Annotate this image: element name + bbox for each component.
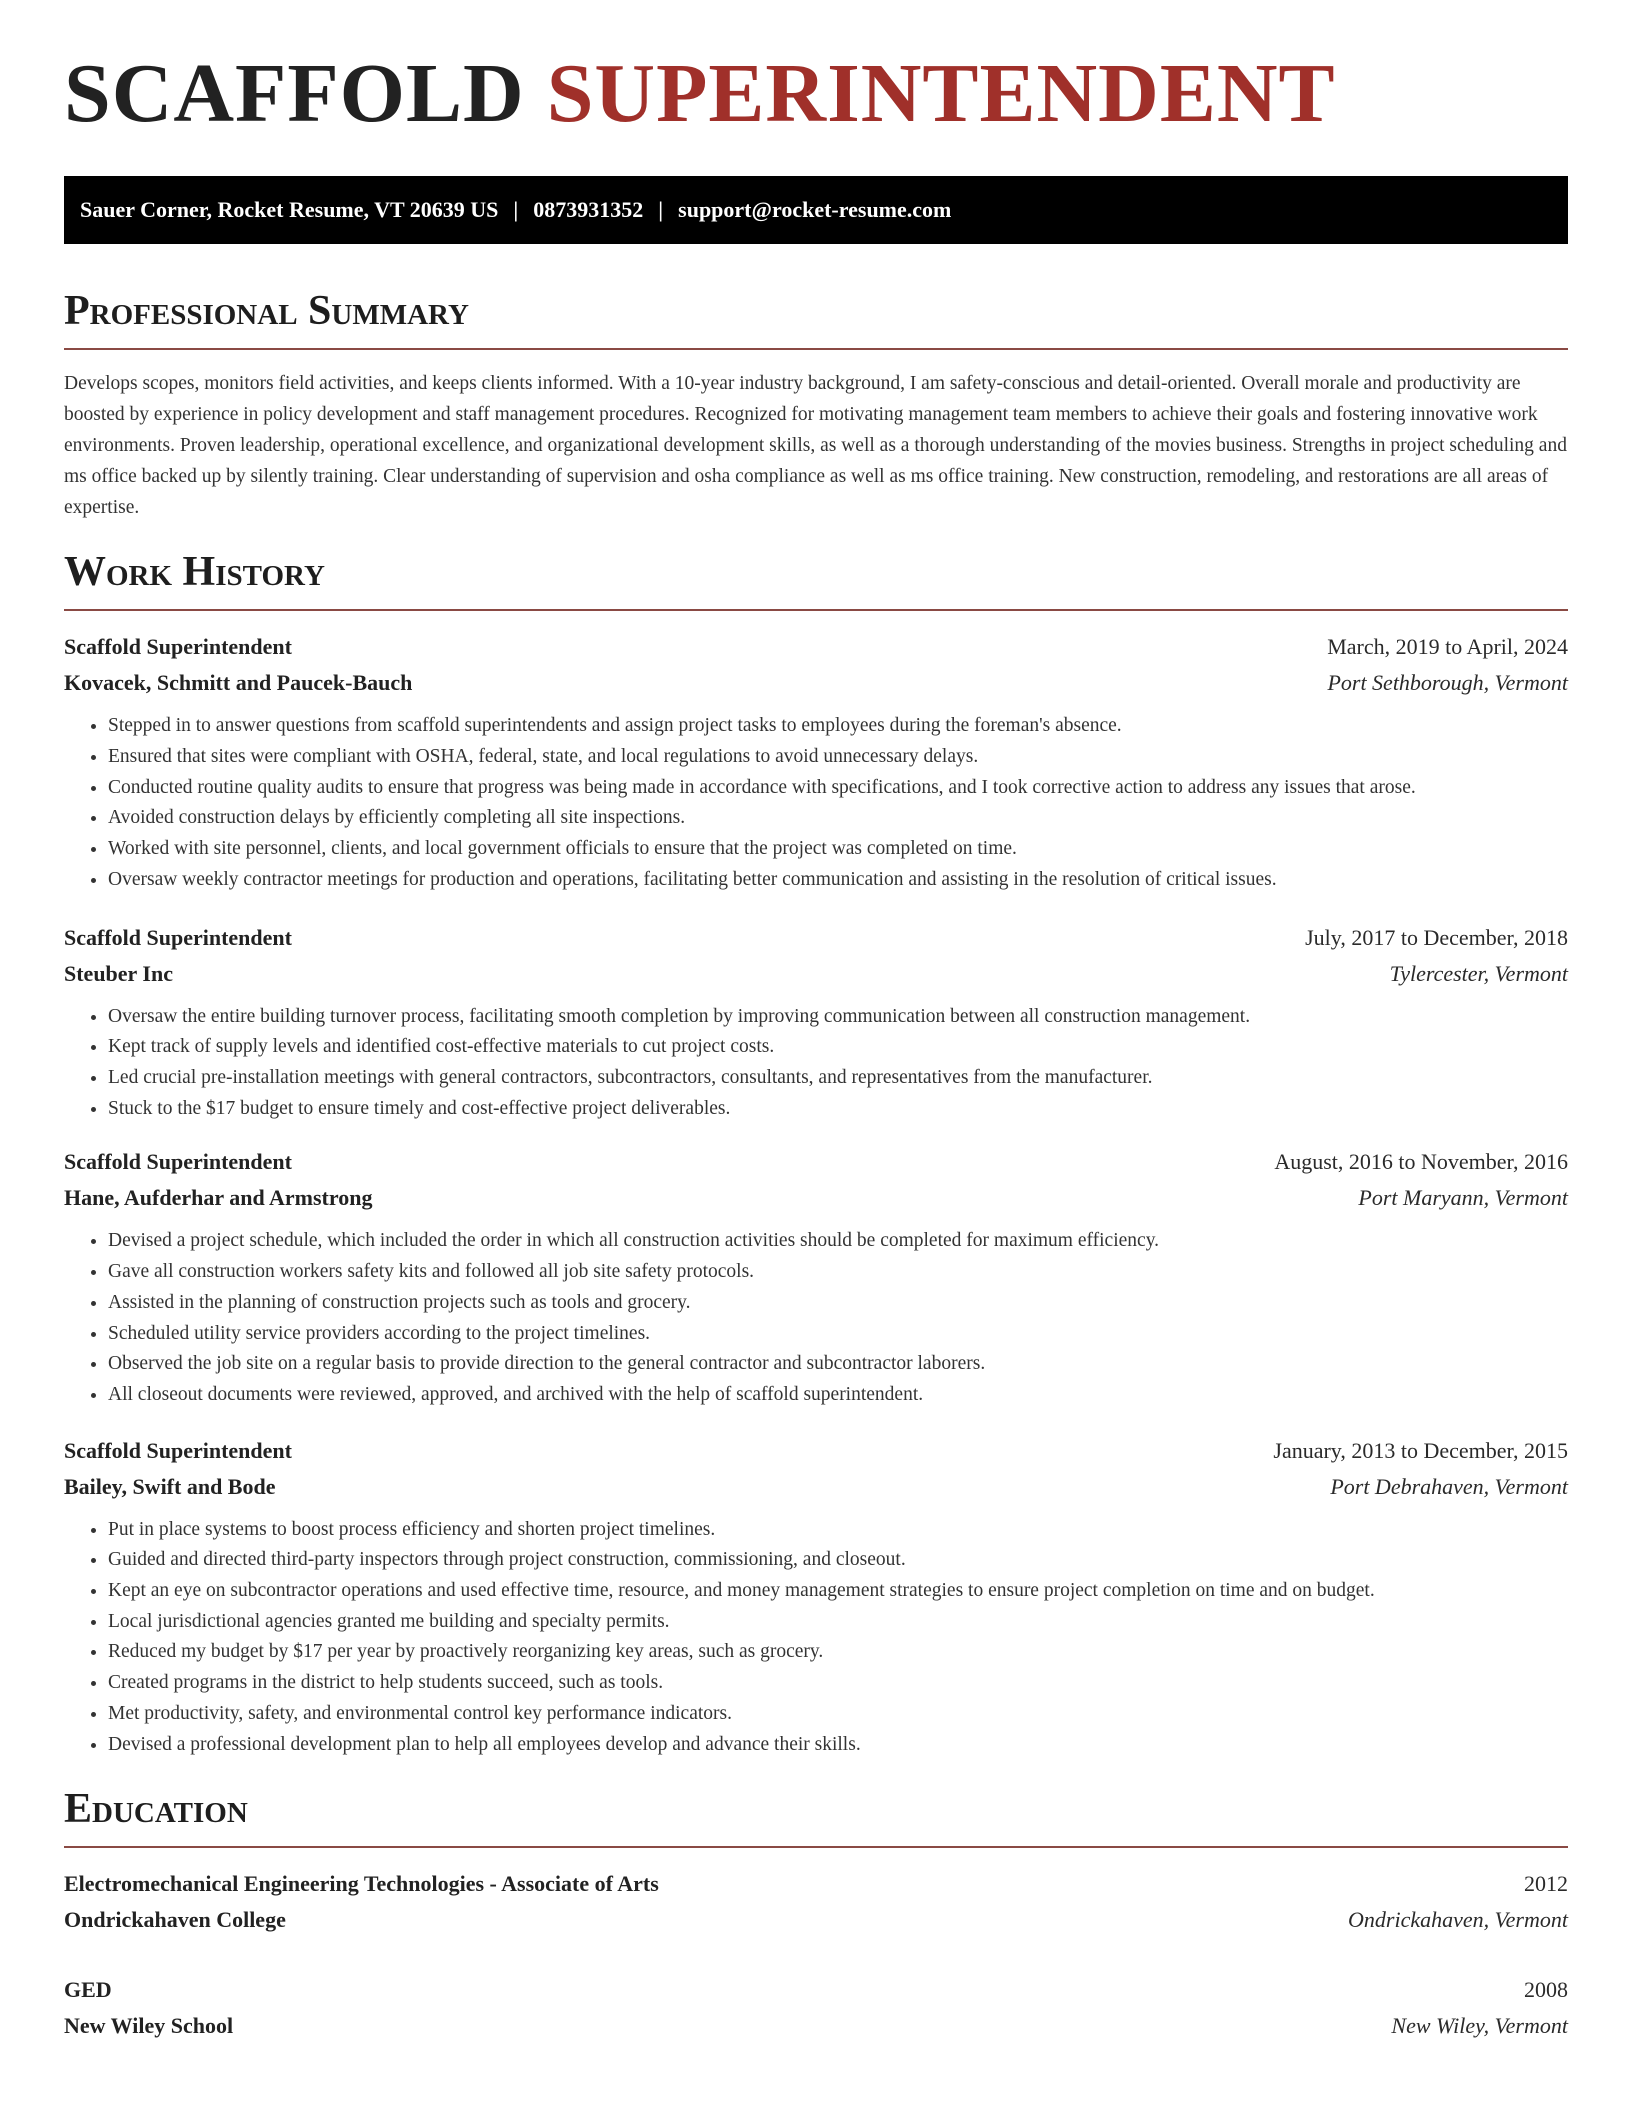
bullet-item: • Kept track of supply levels and identified cost-effective materials to cut project costs.	[108, 1032, 1568, 1063]
contact-separator: |	[513, 197, 519, 222]
contact-address: Sauer Corner, Rocket Resume, VT 20639 US	[80, 197, 499, 222]
education-location: Ondrickahaven, Vermont	[1348, 1907, 1568, 1933]
bullet-item: • Met productivity, safety, and environmental control key performance indicators.	[108, 1699, 1568, 1730]
job-bullets	[64, 1515, 1568, 1761]
work-history-section	[64, 549, 1568, 1760]
job-location: Port Sethborough, Vermont	[1327, 670, 1568, 696]
education-school: Ondrickahaven College	[64, 1907, 286, 1933]
education-degree: Electromechanical Engineering Technologies - Associate of Arts	[64, 1871, 659, 1897]
education-degree: GED	[64, 1977, 112, 2003]
job-location: Port Maryann, Vermont	[1358, 1185, 1568, 1211]
section-heading-education: Education	[64, 1786, 248, 1833]
contact-separator: |	[658, 197, 664, 222]
job-company: Hane, Aufderhar and Armstrong	[64, 1185, 373, 1211]
job-company: Bailey, Swift and Bode	[64, 1473, 276, 1499]
summary-section	[64, 288, 1568, 523]
bullet-item: • Local jurisdictional agencies granted me building and specialty permits.	[108, 1607, 1568, 1638]
education-location: New Wiley, Vermont	[1391, 2013, 1568, 2039]
bullet-item: • Ensured that sites were compliant with OSHA, federal, state, and local regulations to avoid unnecessary delays.	[108, 742, 1568, 773]
job-title: Scaffold Superintendent	[64, 634, 292, 660]
education-entry	[64, 1866, 1568, 1938]
job-company: Kovacek, Schmitt and Paucek-Bauch	[64, 670, 413, 696]
job-location: Port Debrahaven, Vermont	[1330, 1473, 1568, 1499]
title-part-2: SUPERINTENDENT	[546, 47, 1336, 140]
bullet-item: • Guided and directed third-party inspectors through project construction, commissioning, and closeout.	[108, 1545, 1568, 1576]
job-dates: August, 2016 to November, 2016	[1274, 1149, 1568, 1175]
title-part-1: SCAFFOLD	[64, 47, 525, 140]
section-heading-summary: Professional Summary	[64, 288, 469, 334]
bullet-item: • Conducted routine quality audits to ensure that progress was being made in accordance with specifications, and I took corrective action to address any issues that arose.	[108, 773, 1568, 804]
job-entry	[64, 1433, 1568, 1761]
bullet-item: • Stuck to the $17 budget to ensure timely and cost-effective project deliverables.	[108, 1094, 1568, 1125]
job-location: Tylercester, Vermont	[1389, 960, 1568, 986]
education-year: 2008	[1524, 1977, 1568, 2003]
education-section	[64, 1786, 1568, 2044]
job-entry	[64, 920, 1568, 1125]
bullet-item: • All closeout documents were reviewed, approved, and archived with the help of scaffold superintendent.	[108, 1380, 1568, 1411]
section-divider	[64, 609, 1568, 611]
bullet-item: • Reduced my budget by $17 per year by proactively reorganizing key areas, such as grocery.	[108, 1637, 1568, 1668]
education-school: New Wiley School	[64, 2013, 234, 2039]
job-title: Scaffold Superintendent	[64, 924, 292, 950]
job-dates: July, 2017 to December, 2018	[1305, 924, 1568, 950]
bullet-item: • Kept an eye on subcontractor operations and used effective time, resource, and money management strategies to ensure project completion on time and on budget.	[108, 1576, 1568, 1607]
bullet-item: • Worked with site personnel, clients, and local government officials to ensure that the project was completed on time.	[108, 834, 1568, 865]
contact-email: support@rocket-resume.com	[678, 197, 952, 222]
job-dates: March, 2019 to April, 2024	[1327, 634, 1568, 660]
resume-title	[64, 47, 1568, 156]
education-entry	[64, 1972, 1568, 2044]
job-company: Steuber Inc	[64, 960, 173, 986]
bullet-item: • Devised a professional development plan to help all employees develop and advance their skills.	[108, 1730, 1568, 1761]
bullet-item: • Assisted in the planning of construction projects such as tools and grocery.	[108, 1288, 1568, 1319]
section-divider	[64, 348, 1568, 350]
bullet-item: • Devised a project schedule, which included the order in which all construction activities should be completed for maximum efficiency.	[108, 1226, 1568, 1257]
bullet-item: • Observed the job site on a regular basis to provide direction to the general contractor and subcontractor laborers.	[108, 1349, 1568, 1380]
job-bullets	[64, 1226, 1568, 1410]
bullet-item: • Created programs in the district to help students succeed, such as tools.	[108, 1668, 1568, 1699]
bullet-item: • Put in place systems to boost process efficiency and shorten project timelines.	[108, 1515, 1568, 1546]
bullet-item: • Avoided construction delays by efficiently completing all site inspections.	[108, 803, 1568, 834]
job-title: Scaffold Superintendent	[64, 1437, 292, 1463]
bullet-item: • Oversaw the entire building turnover process, facilitating smooth completion by improving communication between all construction management.	[108, 1002, 1568, 1033]
bullet-item: • Led crucial pre-installation meetings with general contractors, subcontractors, consultants, and representatives from the manufacturer.	[108, 1063, 1568, 1094]
job-title: Scaffold Superintendent	[64, 1149, 292, 1175]
bullet-item: • Oversaw weekly contractor meetings for production and operations, facilitating better communication and assisting in the resolution of critical issues.	[108, 865, 1568, 896]
job-bullets	[64, 711, 1568, 895]
bullet-item: • Scheduled utility service providers according to the project timelines.	[108, 1319, 1568, 1350]
bullet-item: • Stepped in to answer questions from scaffold superintendents and assign project tasks to employees during the foreman's absence.	[108, 711, 1568, 742]
section-heading-work-history: Work History	[64, 549, 325, 596]
job-entry	[64, 1144, 1568, 1410]
job-dates: January, 2013 to December, 2015	[1273, 1437, 1568, 1463]
job-entry	[64, 629, 1568, 895]
bullet-item: • Gave all construction workers safety kits and followed all job site safety protocols.	[108, 1257, 1568, 1288]
summary-text: Develops scopes, monitors field activities, and keeps clients informed. With a 10-year industry background, I am safety-conscious and detail-oriented. Overall morale and productivity are boosted by experience in policy development and staff management procedures. Recognized for motivating management team members to achieve their goals and fostering innovative work environments. Proven leadership, operational excellence, and organizational development skills, as well as a thorough understanding of the movies business. Strengths in project scheduling and ms office backed up by silently training. Clear understanding of supervision and osha compliance as well as ms office training. New construction, remodeling, and restorations are all areas of expertise.	[64, 373, 1567, 519]
contact-bar	[64, 176, 1568, 244]
section-divider	[64, 1846, 1568, 1848]
contact-phone: 0873931352	[533, 197, 644, 222]
education-year: 2012	[1524, 1871, 1568, 1897]
job-bullets	[64, 1002, 1568, 1125]
resume-page	[64, 0, 1568, 2044]
